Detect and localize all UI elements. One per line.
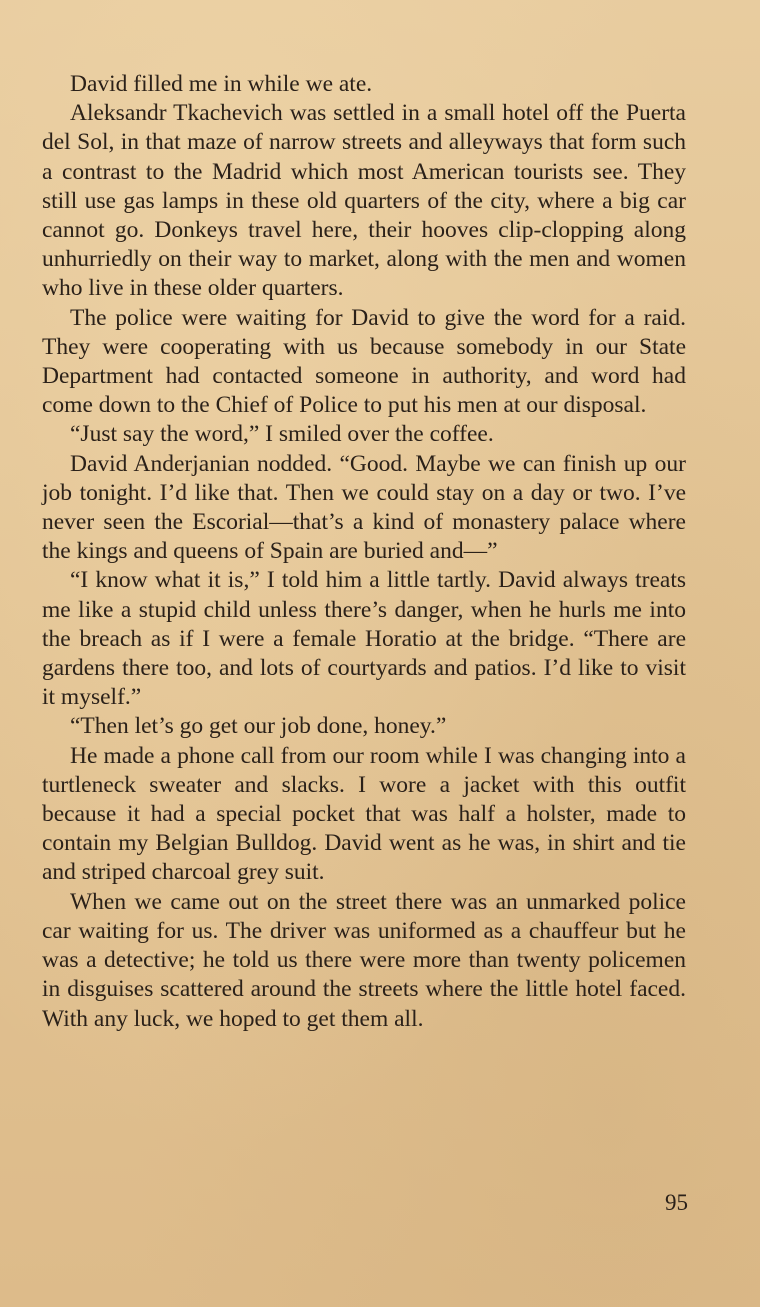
- paragraph: When we came out on the street there was an unmarked police car waiting for us. The driver was uniformed as a chauffeur but he was a detective; he told us there were more than twenty policemen in disguises scattered around the streets where the little hotel faced. With any luck, we hoped to get them all.: [42, 888, 686, 1032]
- paragraph: The police were waiting for David to give the word for a raid. They were cooperating with us because somebody in our State Department had contacted someone in authority, and word had come down to the Chief of Police to put his men at our disposal.: [42, 304, 686, 419]
- paragraph: Aleksandr Tkachevich was settled in a small hotel off the Puerta del Sol, in that maze of narrow streets and alleyways that form such a contrast to the Madrid which most American tourists see. They still use gas lamps in these old quarters of the city, where a big car cannot go. Donkeys travel here, their hooves clip-clopping along unhurriedly on their way to market, along with the men and women who live in these older quarters.: [42, 100, 686, 302]
- paragraph: “Then let’s go get our job done, honey.”: [70, 713, 447, 740]
- paragraph: “Just say the word,” I smiled over the coffee.: [70, 421, 494, 448]
- body-text: [42, 70, 686, 1034]
- paragraph: David Anderjanian nodded. “Good. Maybe we can finish up our job tonight. I’d like that. Then we could stay on a day or two. I’ve never seen the Escorial—that’s a kind of monastery palace where the kings and queens of Spain are buried and—”: [42, 450, 686, 565]
- paragraph: He made a phone call from our room while I was changing into a turtleneck sweater and slacks. I wore a jacket with this outfit because it had a special pocket that was half a holster, made to contain my Belgian Bulldog. David went as he was, in shirt and tie and striped charcoal grey suit.: [42, 742, 686, 886]
- page-number: 95: [665, 1190, 688, 1215]
- paragraph: “I know what it is,” I told him a little tartly. David always treats me like a stupid child unless there’s danger, when he hurls me into the breach as if I were a female Horatio at the bridge. “There are gardens there too, and lots of courtyards and patios. I’d like to visit it myself.”: [42, 567, 686, 711]
- paragraph: David filled me in while we ate.: [70, 71, 373, 97]
